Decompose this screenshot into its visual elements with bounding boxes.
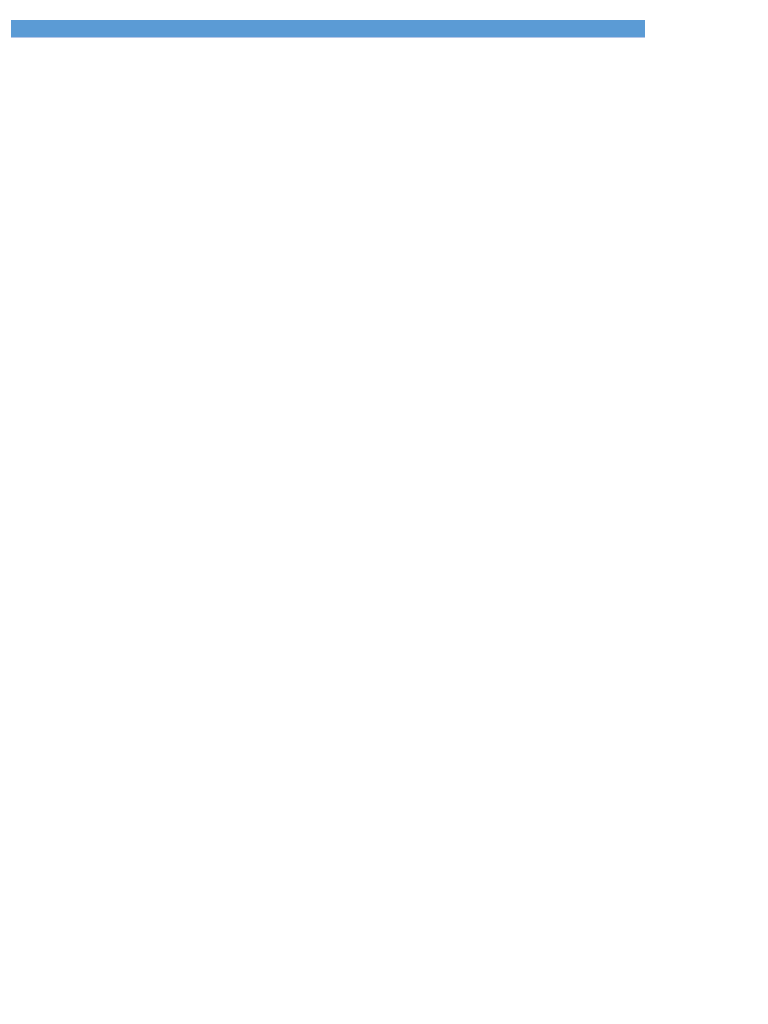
table-title bbox=[12, 21, 645, 37]
header-row bbox=[12, 37, 645, 38]
table-body-top bbox=[12, 21, 645, 38]
header-descripcion bbox=[381, 37, 645, 38]
header-num bbox=[12, 37, 39, 38]
lexical-table-page-1 bbox=[11, 20, 645, 38]
table-title-row bbox=[12, 21, 645, 37]
header-patron bbox=[269, 37, 381, 38]
header-componente bbox=[39, 37, 154, 38]
header-lexema bbox=[154, 37, 269, 38]
